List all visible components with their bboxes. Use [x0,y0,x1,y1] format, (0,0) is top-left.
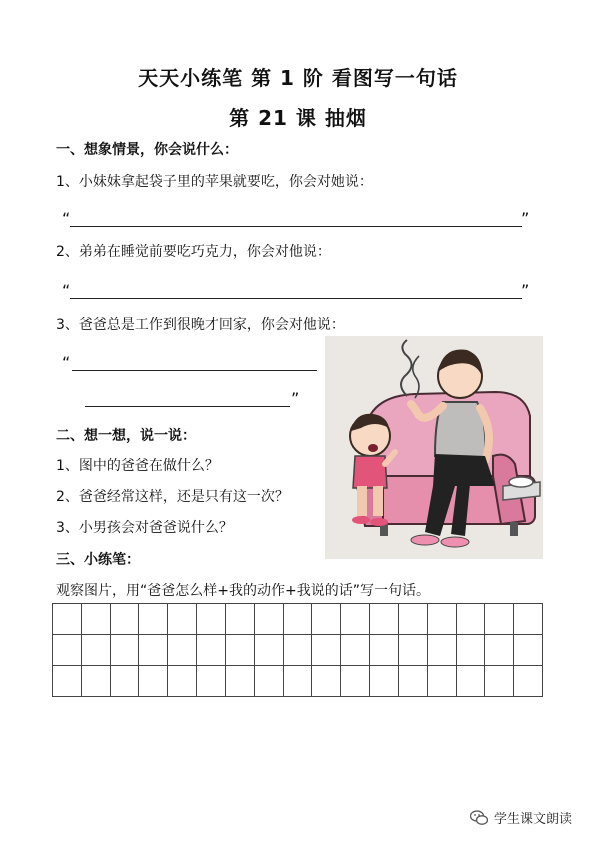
open-quote: “ [62,353,71,372]
writing-grid[interactable] [52,603,543,697]
section1-heading: 一、想象情景，你会说什么： [56,142,238,158]
discussion-question-2: 2、爸爸经常这样，还是只有这一次？ [56,489,289,505]
question-3: 3、爸爸总是工作到很晚才回家，你会对他说： [56,317,345,333]
answer-line-3b[interactable] [85,406,290,407]
watermark-text: 学生课文朗读 [493,812,572,827]
worksheet-title: 天天小练笔 第 1 阶 看图写一句话 [138,66,458,90]
question-2: 2、弟弟在睡觉前要吃巧克力，你会对他说： [56,244,331,260]
open-quote: “ [62,281,71,300]
section3-heading: 三、小练笔： [56,552,140,568]
answer-line-3a[interactable] [72,370,317,371]
wechat-icon [470,810,488,826]
illustration-father-smoking [325,336,543,559]
close-quote: ” [291,389,300,408]
answer-line-1[interactable] [70,226,522,227]
answer-line-2[interactable] [70,298,522,299]
close-quote: ” [521,209,530,228]
open-quote: “ [62,209,71,228]
discussion-question-1: 1、图中的爸爸在做什么？ [56,458,219,474]
close-quote: ” [521,281,530,300]
section2-heading: 二、想一想，说一说： [56,428,196,444]
writing-instruction: 观察图片，用“爸爸怎么样+我的动作+我说的话”写一句话。 [56,583,430,599]
question-1: 1、小妹妹拿起袋子里的苹果就要吃，你会对她说： [56,174,373,190]
discussion-question-3: 3、小男孩会对爸爸说什么？ [56,520,233,536]
lesson-title: 第 21 课 抽烟 [229,106,367,130]
watermark [470,808,572,827]
